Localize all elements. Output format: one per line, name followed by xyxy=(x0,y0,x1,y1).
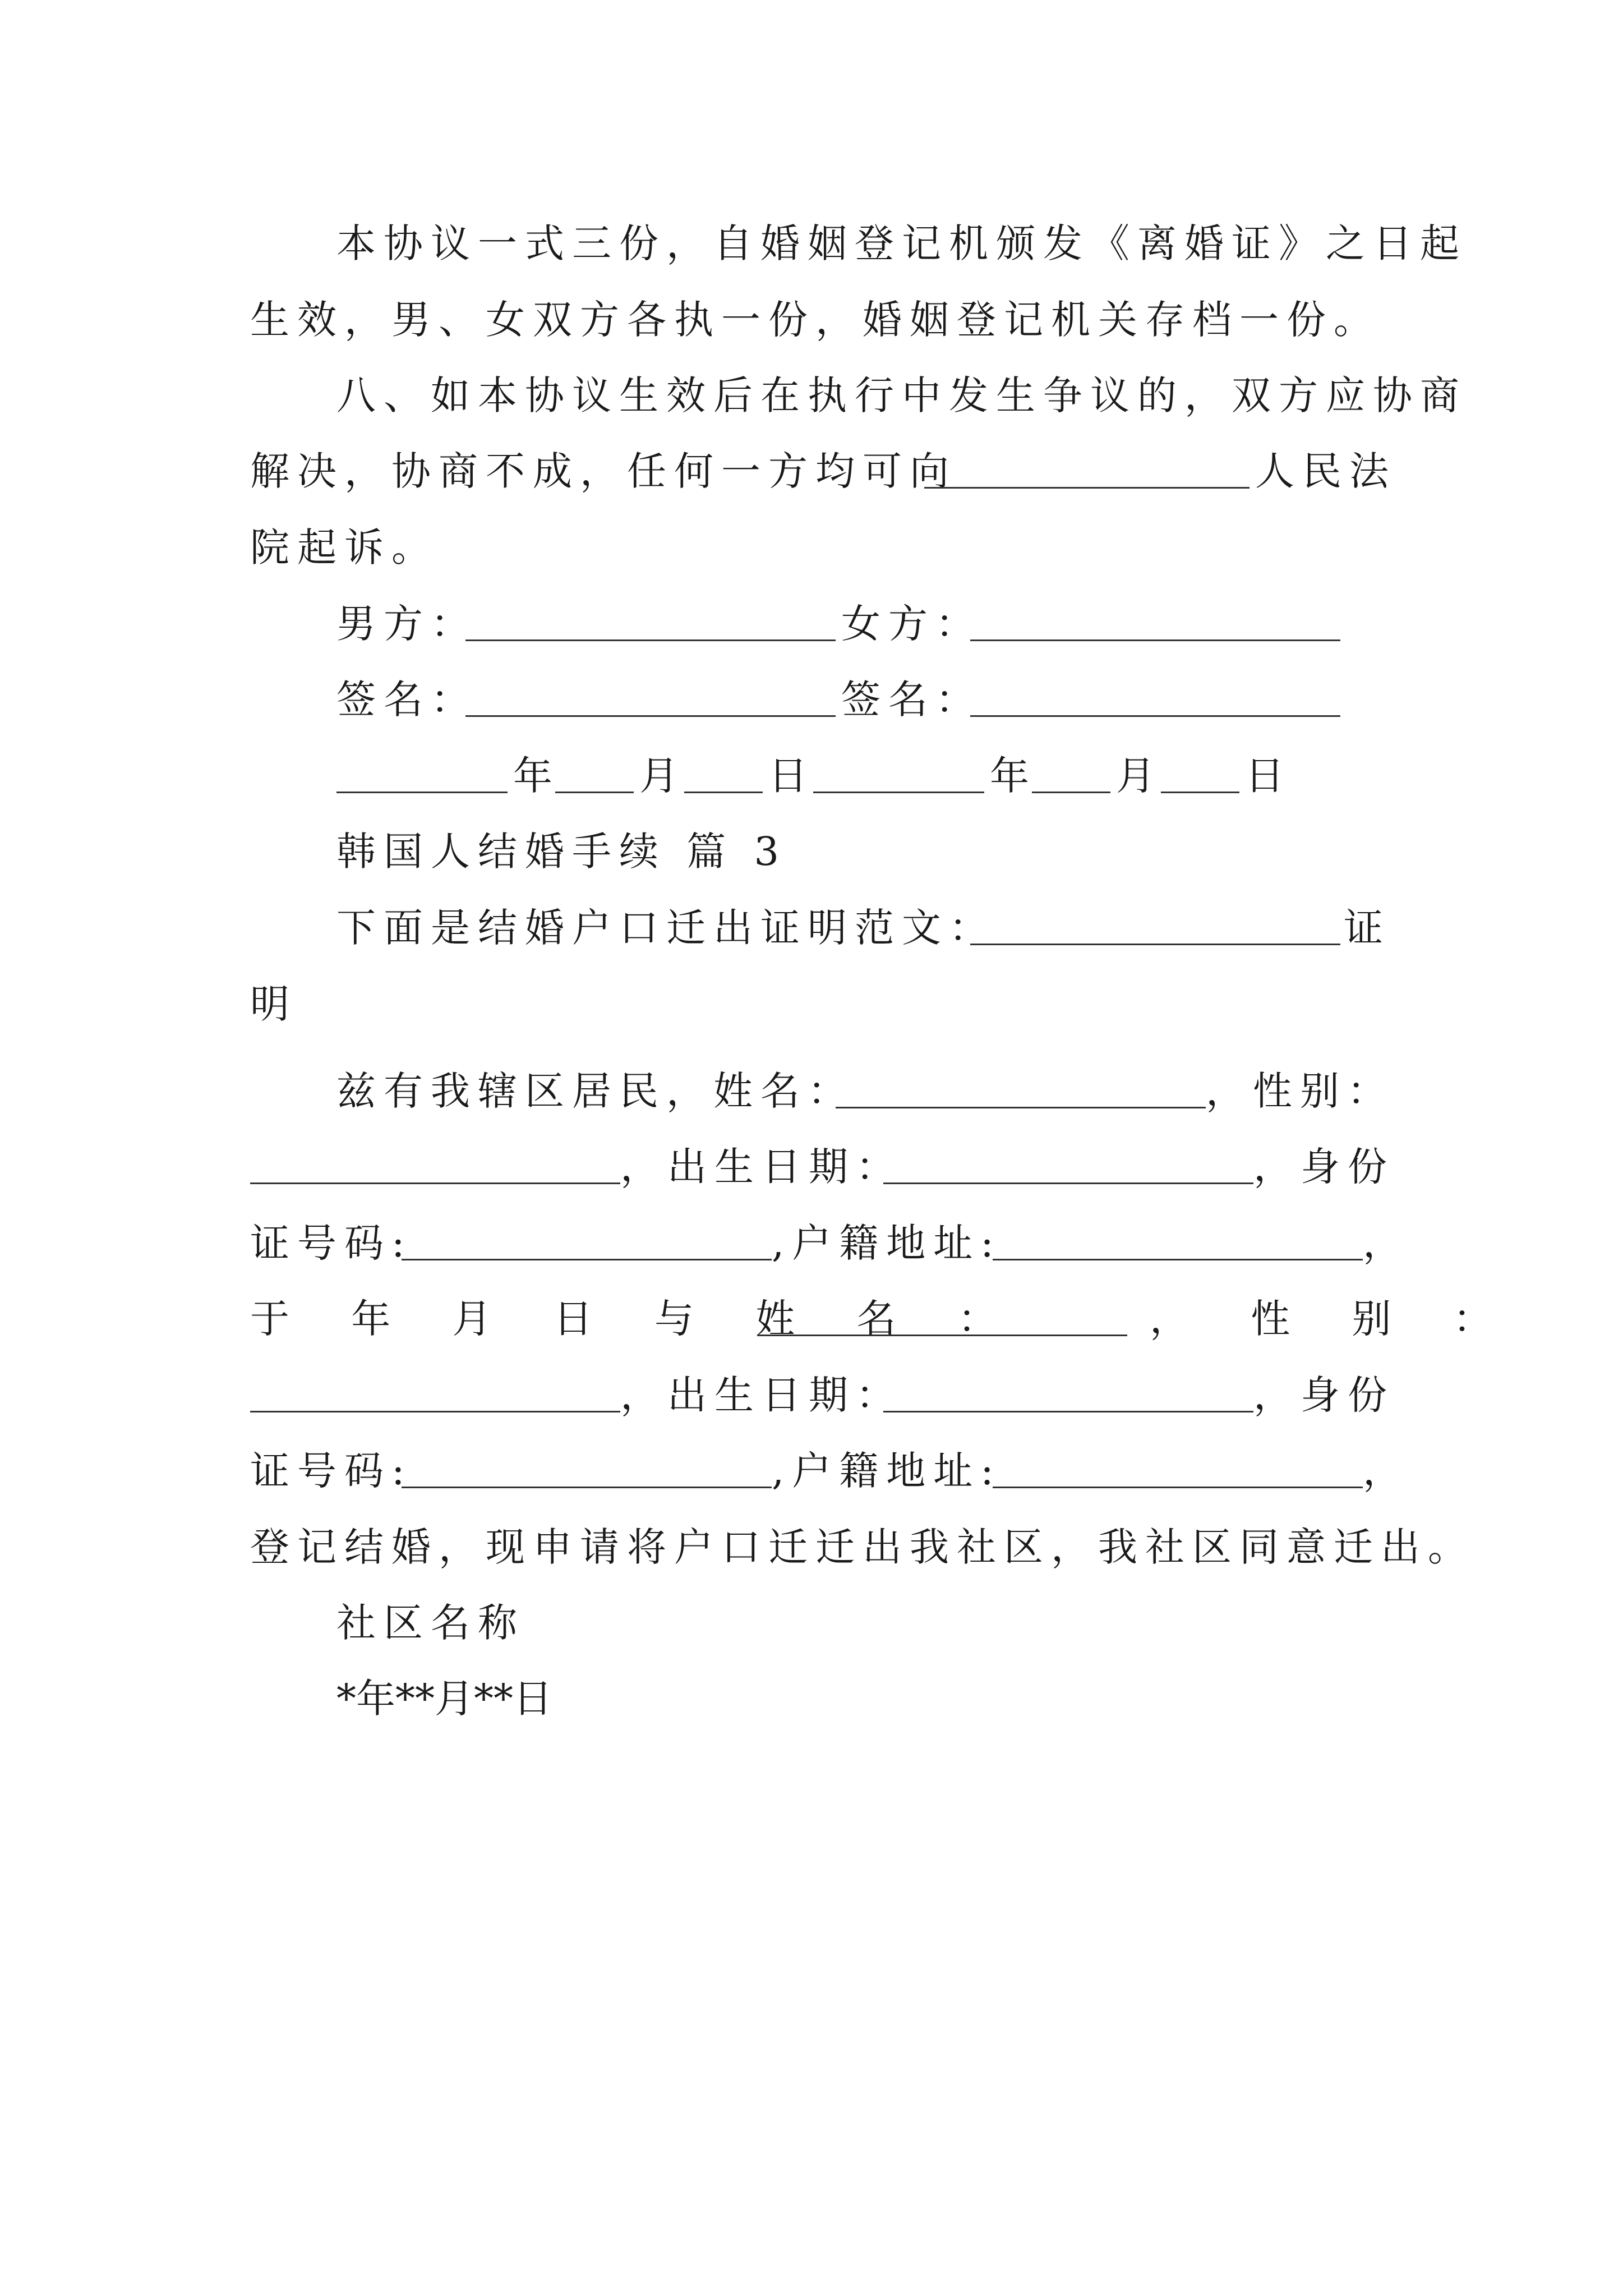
male-signature-blank xyxy=(465,715,836,717)
year-blank-1 xyxy=(336,792,508,793)
text: 本协议一式三份，自婚姻登记机颁发《离婚证》之日起 xyxy=(336,220,1467,266)
female-label: 女方： xyxy=(841,601,983,647)
male-label: 男方： xyxy=(336,601,478,647)
text: 登记结婚，现申请将户口迁迁出我社区，我社区同意迁出。 xyxy=(250,1524,1475,1570)
text: ，性别： xyxy=(1206,1068,1394,1114)
name-blank-2 xyxy=(757,1335,1127,1336)
court-blank-line xyxy=(924,487,1249,489)
text: 人民法 xyxy=(1255,448,1396,494)
sign-label-female: 签名： xyxy=(841,677,983,723)
female-signature-blank xyxy=(970,715,1340,717)
month-label-1: 月 xyxy=(639,753,679,799)
text: 证号码: xyxy=(250,1220,413,1266)
year-label-2: 年 xyxy=(990,753,1029,799)
text: 证 xyxy=(1344,905,1383,951)
name-blank-1 xyxy=(836,1107,1206,1108)
text: ， xyxy=(1363,1448,1402,1494)
birthdate-blank-2 xyxy=(883,1411,1253,1412)
text: 于 年 月 日 与 姓 名 ： xyxy=(250,1296,1022,1342)
heading-text: 韩国人结婚手续 篇 3 xyxy=(336,829,787,875)
month-blank-1 xyxy=(555,792,634,793)
month-blank-2 xyxy=(1032,792,1110,793)
text: ，出生日期： xyxy=(620,1372,903,1418)
text: 院起诉。 xyxy=(250,524,439,570)
month-label-2: 月 xyxy=(1116,753,1155,799)
day-label-1: 日 xyxy=(768,753,808,799)
text: 明 xyxy=(250,981,289,1027)
day-label-2: 日 xyxy=(1245,753,1284,799)
text: ， 性 别 ： xyxy=(1150,1296,1517,1342)
community-name: 社区名称 xyxy=(336,1600,525,1646)
male-blank-line xyxy=(465,639,836,641)
gender-blank-1 xyxy=(250,1182,620,1184)
year-label-1: 年 xyxy=(513,753,552,799)
text: 证号码: xyxy=(250,1448,413,1494)
text: 兹有我辖区居民，姓名： xyxy=(336,1068,855,1114)
text: ，出生日期： xyxy=(620,1144,903,1190)
text: 解决，协商不成，任何一方均可向 xyxy=(250,448,957,494)
female-blank-line xyxy=(970,639,1340,641)
birthdate-blank-1 xyxy=(883,1182,1253,1184)
gender-blank-2 xyxy=(250,1411,620,1412)
text: 八、如本协议生效后在执行中发生争议的，双方应协商 xyxy=(336,372,1467,418)
text: ，身份 xyxy=(1253,1144,1395,1190)
sign-date: *年**月**日 xyxy=(336,1676,552,1722)
id-number-blank-2 xyxy=(402,1487,772,1488)
text: ,户籍地址: xyxy=(772,1220,1002,1266)
sign-label-male: 签名： xyxy=(336,677,478,723)
text: ， xyxy=(1363,1220,1402,1266)
year-blank-2 xyxy=(813,792,984,793)
address-blank-2 xyxy=(993,1487,1363,1488)
text: ，身份 xyxy=(1253,1372,1395,1418)
day-blank-1 xyxy=(684,792,763,793)
intro-blank-line xyxy=(970,944,1340,945)
address-blank-1 xyxy=(993,1259,1363,1260)
id-number-blank-1 xyxy=(402,1259,772,1260)
text: 生效，男、女双方各执一份，婚姻登记机关存档一份。 xyxy=(250,297,1381,343)
text: ,户籍地址: xyxy=(772,1448,1002,1494)
day-blank-2 xyxy=(1161,792,1239,793)
text: 下面是结婚户口迁出证明范文： xyxy=(336,905,996,951)
